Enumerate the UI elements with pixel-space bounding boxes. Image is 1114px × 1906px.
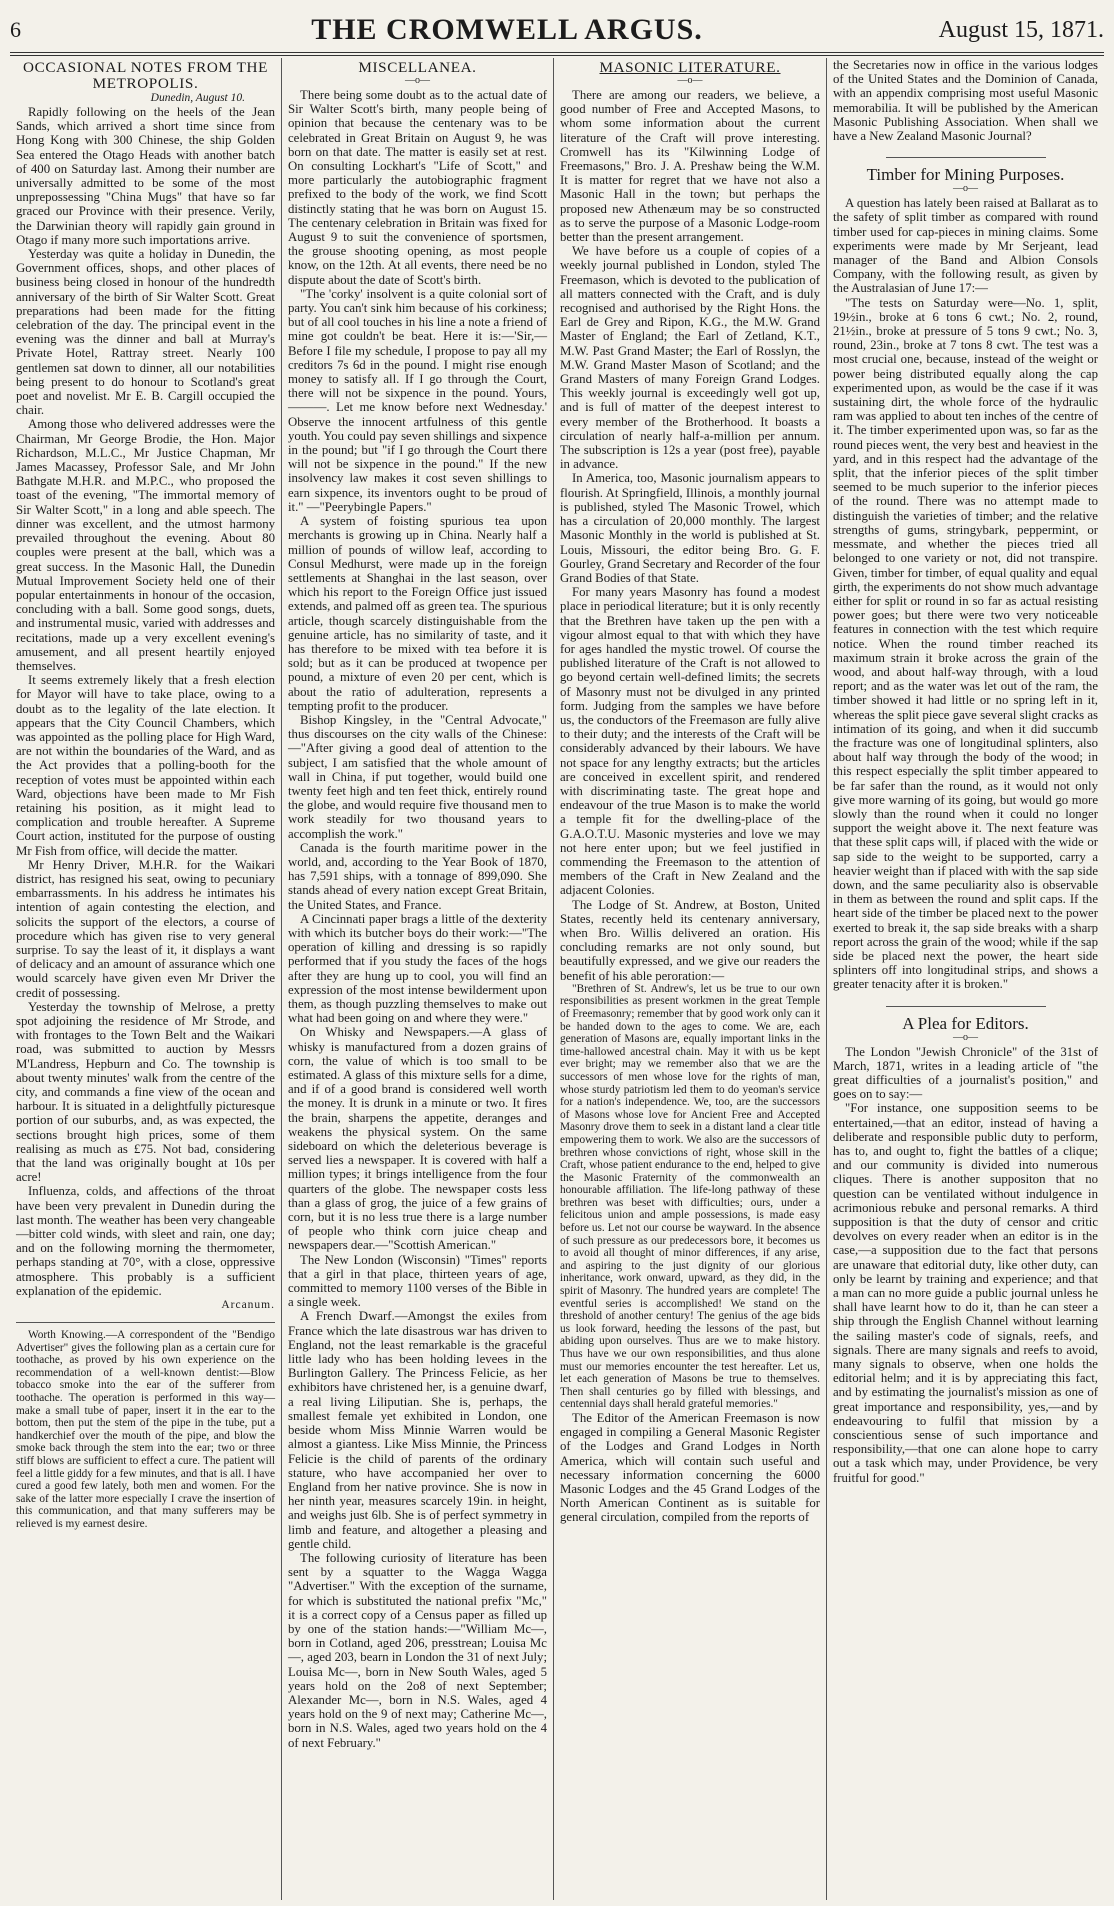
article-paragraph: The New London (Wisconsin) "Times" reports that a girl in that place, thirteen years of age, committed to memory 1100 verses of the Bible in a single week. <box>288 1252 547 1310</box>
dateline: Dunedin, August 10. <box>150 92 245 104</box>
section-divider <box>886 1006 1046 1007</box>
article-heading-timber: Timber for Mining Purposes. <box>866 165 1065 185</box>
article-heading-metropolis: OCCASIONAL NOTES FROM THE METROPOLIS. <box>23 59 268 92</box>
masthead <box>10 8 1104 52</box>
article-paragraph: In America, too, Masonic journalism appears to flourish. At Springfield, Illinois, a monthly journal is published, styled The Masonic Trowel, which has a circulation of 20,000 monthly. The largest Masonic Monthly in the world is published at St. Louis, Missouri, the editor being Bro. G. F. Gourley, Grand Secretary and Recorder of the four Grand Bodies of that State. <box>560 471 820 585</box>
column-3 <box>554 58 827 1900</box>
article-heading-miscellanea: MISCELLANEA. <box>358 59 477 76</box>
issue-date: August 15, 1871. <box>938 16 1104 43</box>
article-paragraph: A French Dwarf.—Amongst the exiles from France which the late disastrous war has driven to England, not the least remarkable is the graceful little lady who has been holding levees in the Burlington Gallery. The Princess Felicie, as her exhibitors have christened her, is a genuine dwarf, a real living Liliputian. She is, perhaps, the smallest female yet exhibited in London, one beside whom Miss Minnie Warren would be almost a giantess. Like Miss Minnie, the Princess Felicie is the child of parents of the ordinary stature, who have accompanied her over to England from her native province. She is now in her ninth year, measures scarcely 19in. in height, and weighs just 6lb. She is of perfect symmetry in limb and feature, and altogether a pleasing and gentle child. <box>288 1309 547 1551</box>
columns <box>10 58 1104 1900</box>
article-paragraph: Mr Henry Driver, M.H.R. for the Waikari district, has resigned his seat, owing to pecuniary embarrassments. In his address he intimates his intention of again contesting the election, and solicits the support of the electors, a course of procedure which has given rise to very general surprise. To say the least of it, it displays a want of delicacy and an amount of assurance which one would scarcely have given even Mr Driver the credit of possessing. <box>16 857 275 1000</box>
article-paragraph: Canada is the fourth maritime power in the world, and, according to the Year Book of 1870, has 7,591 ships, with a tonnage of 899,090. She stands ahead of every nation except Great Britain, the United States, and France. <box>288 840 547 912</box>
article-paragraph: Among those who delivered addresses were the Chairman, Mr George Brodie, the Hon. Major Richardson, M.L.C., Mr Justice Chapman, Mr James Macassey, Professor Sale, and Mr John Bathgate M.H.R. and M.P.C., who proposed the toast of the evening, "The immortal memory of Sir Walter Scott," in a long and able speech. The dinner was excellent, and the utmost harmony prevailed throughout the evening. About 80 couples were present at the ball, which was a great success. In the Masonic Hall, the Dunedin Mutual Improvement Society held one of their popular entertainments in honour of the occasion, concluding with a ball. Some good songs, duets, and instrumental music, varied with addresses and recitations, made up a very excellent evening's amusement, and all present heartily enjoyed themselves. <box>16 417 275 673</box>
article-paragraph: A Cincinnati paper brags a little of the dexterity with which its butcher boys do their work:—"The operation of killing and dressing is so rapidly performed that if you study the faces of the hogs after they are hung up to cool, you will find an expression of the most intense bewilderment upon them, as though puzzling themselves to make out what had been going on and where they were." <box>288 911 547 1026</box>
article-paragraph: Yesterday the township of Melrose, a pretty spot adjoining the residence of Mr Strode, and with frontages to the Town Belt and the Waikari road, was submitted to auction by Messrs M'Landress, Hepburn and Co. The township is about twenty minutes' walk from the centre of the city, and commands a fine view of the ocean and harbour. It is situated in a delightfully picturesque portion of our suburbs, and, as was expected, the sections brought high prices, some of them realising as much as £75. Not bad, considering that the land was originally bought at 10s per acre! <box>16 999 275 1185</box>
article-paragraph: "The tests on Saturday were—No. 1, split, 19½in., broke at 6 tons 6 cwt.; No. 2, round, 21½in., broke at pressure of 5 tons 9 cwt.; No. 3, round, 23in., broke at 7 tons 8 cwt. The test was a most crucial one, because, instead of the weight or power being distributed equally along the cap experimented upon, as would be the case if it was sustaining dirt, the whole force of the hydraulic ram was applied to about ten inches of the centre of it. The timber experimented upon was, so far as the round pieces went, the very best and heaviest in the yard, and in this respect had the advantage of the split, that the inferior pieces of the split timber seemed to be much superior to the inferior pieces of the round. There was no attempt made to distinguish the varieties of timber; and the relative strengths of gums, stringybark, peppermint, or messmate, and whether the pieces tried all belonged to one variety or not, did not transpire. Given, timber for timber, of equal quality and equal girth, the experiments do not show much advantage either for split or round in so far as actual resisting power goes; but there were two very noticeable features in connection with the test which require notice. When the round timber reached its maximum strain it broke across the grain of the wood, and about half-way through, with a loud report; and as the water was let out of the ram, the timber showed it had little or no spring left in it, whereas the split piece gave several slight cracks as intimation of its going, and when it did succumb the fracture was one of longitudinal splinters, also about half way through the body of the wood; in this respect especially the split timber appeared to be far safer than the round, as it would not only give more warning of its going, but would go more slowly than the round when it could no longer support the weight above it. The next feature was that these split caps will, if placed with the wide or sap side to the weight to be supported, carry a heavier weight than if placed with with the sap side down, and the same peculiarity also is observable in them as between the round and split caps. If the heart side of the timber be placed next to the power exerted to break it, the sap side breaks with a sharp report across the grain of the wood; while if the sap side be placed next the power, the heart side splinters off into longitudinal strips, and shows a greater tenacity after it is broken." <box>833 295 1098 992</box>
heading-ornament: —o— <box>405 75 430 86</box>
article-heading-plea: A Plea for Editors. <box>902 1013 1029 1033</box>
article-paragraph: A question has lately been raised at Ballarat as to the safety of split timber as compared with round timber used for cap-pieces in mining claims. Some experiments were made by Mr Serjeant, lead manager of the Band and Albion Consols Company, with the following result, as given by the Australasian of June 17:— <box>833 196 1098 296</box>
masthead-rule-double <box>10 55 1104 56</box>
article-paragraph: The Lodge of St. Andrew, at Boston, United States, recently held its centenary anniversary, when Bro. Willis delivered an oration. His concluding remarks are not only sound, but beautifully expressed, and we give our readers the benefit of his able peroration:— <box>560 897 820 983</box>
article-paragraph: A system of foisting spurious tea upon merchants is growing up in China. Nearly half a million of pounds of willow leaf, according to Consul Medhurst, were made up in the foreign settlements at Shanghai in the last season, over which his report to the Foreign Office just issued extends, and palmed off as green tea. The spurious article, though scarcely distinguishable from the genuine article, has no similarity of taste, and it has therefore to be mixed with tea before it is sold; but as it can be produced at twopence per pound, a mixture of even 20 per cent, which is about the ratio of adulteration, represents a tempting profit to the producer. <box>288 514 547 713</box>
article-paragraph: Influenza, colds, and affections of the throat have been very prevalent in Dunedin during the last month. The weather has been very changeable—bitter cold winds, with sleet and rain, one day; and on the following morning the thermometer, perhaps standing at 70°, with a close, oppressive atmosphere. This probably is a sufficient explanation of the epidemic. <box>16 1184 275 1298</box>
article-quotation: "Brethren of St. Andrew's, let us be true to our own responsibilities as present workmen in the great Temple of Freemasonry; remember that by good work only can it be handed down to the ages to come. We are, each generation of Masons are, equally important links in the time-hallowed ancestral chain. May it with us be kept ever bright; may we remember also that we are the successors of men whose love for the rights of man, whose sturdy patriotism led them to do yeoman's service for a nation's independence. We, too, are the successors of Masons whose love for Ancient Free and Accepted Masonry drove them to seek in a distant land a clear title empowering them to work. We also are the successors of brethren whose convictions of right, whose skill in the Craft, whose patient endurance to the end, helped to give the Masonic Fraternity of the commonwealth an honourable affiliation. The life-long pathway of these brethren was beset with difficulties; ours, under a felicitous union and ample possessions, is made easy before us. Let not our course be wayward. In the absence of such pressure as our predecessors bore, it becomes us to avoid all thought of minor differences, if any arise, and aspiring to the just dignity of our glorious inheritance, work onward, upward, as they did, in the spirit of Masonry. The hundred years are complete! The eventful series is accomplished! We stand on the threshold of another century! The genius of the age bids us look forward, heeding the lessons of the past, but abiding upon ourselves. Thus are we to make history. Thus have we our own responsibilities, and thus alone must our memories encounter the test hereafter. Let us, let each generation of Masons be true to themselves. Then shall centuries go by filled with blessings, and centennial days shall herald grateful memories." <box>560 982 820 1411</box>
section-divider <box>16 1322 275 1323</box>
article-paragraph: For many years Masonry has found a modest place in periodical literature; but it is only recently that the Brethren have taken up the pen with a vigour almost equal to that with which they have for ages handled the mystic trowel. Of course the published literature of the Craft is not allowed to go beyond certain well-defined limits; the secrets of Masonry must not be divulged in any printed form. Judging from the samples we have before us, the conductors of the Freemason are fully alive to their duty; and the interests of the Craft will be considerably advanced by their labours. We have not space for any lengthy extracts; but the articles are conceived in excellent spirit, and rendered with discriminating taste. The great hope and endeavour of the true Mason is to make the world a temple fit for the dwelling-place of the G.A.O.T.U. Masonic mysteries and love we may not here enter upon; but we feel justified in commending the Freemason to the attention of members of the Craft in New Zealand and the adjacent Colonies. <box>560 585 820 898</box>
author-signoff: Arcanum. <box>221 1299 275 1312</box>
article-paragraph: There being some doubt as to the actual date of Sir Walter Scott's birth, many people being of opinion that because the centenary was to be celebrated in Great Britain on August 9, he was born on that date. The matter is easily set at rest. On consulting Lockhart's "Life of Scott," and more particularly the autobiographic fragment prefixed to the body of the work, we find Scott distinctly stating that he was born on August 15. The centenary celebration in Britain was fixed for August 9 to suit the convenience of sportsmen, the grouse shooting opening, as most people know, on the 12th. At all events, there need be no dispute about the date of Scott's birth. <box>288 88 547 287</box>
article-paragraph: The London "Jewish Chronicle" of the 31st of March, 1871, writes in a leading article of "the great difficulties of a journalist's position," and goes on to say:— <box>833 1044 1098 1102</box>
article-heading-masonic: MASONIC LITERATURE. <box>599 59 781 76</box>
column-2 <box>282 58 554 1900</box>
article-paragraph: The following curiosity of literature has been sent by a squatter to the Wagga Wagga "Advertiser." With the exception of the surname, for which is substituted the national prefix "Mc," it is a correct copy of a Census paper as filled up by one of the station hands:—"William Mc—, born in Cotland, aged 206, presstrean; Louisa Mc—, aged 203, bearn in London the 31 of next July; Louisa Mc—, born in New South Wales, aged 5 years hold on the 2o8 of next September; Alexander Mc—, born in N.S. Wales, aged 4 years hold on the 9 of next may; Catherine Mc—, born in N.S. Wales, aged two years hold on the 4 of next February." <box>288 1550 547 1750</box>
column-4 <box>827 58 1104 1900</box>
article-paragraph: Rapidly following on the heels of the Jean Sands, which arrived a short time since from Hong Kong with 300 Chinese, the ship Golden Sea entered the Otago Heads with another batch of 400 on Saturday last. Among their number are universally admitted to be some of the most unprepossessing "China Mugs" that have so far graced our Province with their presence. Verily, the Darwinian theory will rapidly gain ground in Otago if many more such importations arrive. <box>16 105 275 247</box>
article-paragraph: It seems extremely likely that a fresh election for Mayor will have to take place, owing to a doubt as to the legality of the late election. It appears that the City Council Chambers, which was appointed as the polling place for High Ward, are not within the boundaries of the Ward, and as the Act provides that a polling-booth for the reception of votes must be appointed within each Ward, objections have been made to Mr Fish retaining his position, as it might lead to complication and trouble hereafter. A Supreme Court action, instituted for the purpose of ousting Mr Fish from office, will decide the matter. <box>16 673 275 858</box>
heading-ornament: —o— <box>953 1031 978 1043</box>
column-1 <box>10 58 282 1900</box>
section-divider <box>886 157 1046 158</box>
article-paragraph: The Editor of the American Freemason is now engaged in compiling a General Masonic Register of the Lodges and Grand Lodges in North America, which will contain such useful and necessary information concerning the 6000 Masonic Lodges and the 45 Grand Lodges of the North American Continent as is suitable for general circulation, compiled from the reports of <box>560 1410 820 1525</box>
article-continuation: the Secretaries now in office in the various lodges of the United States and the Dominion of Canada, with an appendix comprising most useful Masonic memorabilia. It will be published by the American Masonic Publishing Association. When shall we have a New Zealand Masonic Journal? <box>833 58 1098 144</box>
article-paragraph: Yesterday was quite a holiday in Dunedin, the Government offices, shops, and other places of business being closed in honour of the hundredth anniversary of the birth of Sir Walter Scott. Great preparations had been made for the fitting celebration of the day. The principal event in the evening was the dinner and ball at Murray's Private Hotel, Rattray street. Nearly 100 gentlemen sat down to dinner, all our notabilities being present to do honour to Scotland's great poet and novelist. Mr E. B. Cargill occupied the chair. <box>16 247 275 418</box>
article-worth-knowing: Worth Knowing.—A correspondent of the "Bendigo Advertiser" gives the following plan as a certain cure for toothache, as proved by his own experience on the recommendation of a well-known dentist:—Blow tobacco smoke into the ear of the sufferer from toothache. The operation is performed in this way—make a small tube of paper, insert it in the ear to the bottom, then put the stem of the pipe in the tube, put a handkerchief over the mouth of the pipe, and blow the smoke back through the stem into the ear; two or three stiff blows are sufficient to effect a cure. The patient will feel a little giddy for a few minutes, and that is all. I have cured a good few lately, both men and women. For the sake of the latter more especially I crave the insertion of this communication, and that many sufferers may be relieved is my earnest desire. <box>16 1329 275 1530</box>
article-paragraph: Bishop Kingsley, in the "Central Advocate," thus discourses on the city walls of the Chinese:—"After giving a good deal of attention to the subject, I am satisfied that the whole amount of wall in China, if put together, would build one twenty feet high and ten feet thick, entirely round the globe, and would require five thousand men to work steadily for two thousand years to accomplish the work." <box>288 712 547 841</box>
heading-ornament: —o— <box>953 183 978 195</box>
article-paragraph: We have before us a couple of copies of a weekly journal published in London, styled The Freemason, which is devoted to the publication of all matters connected with the Craft, and is duly recognised and authorised by the Right Hons. the Earl de Grey and Ripon, K.G., the M.W. Grand Master of England; the Earl of Zetland, K.T., M.W. Past Grand Master; the Earl of Rosslyn, the M.W. Grand Master Mason of Scotland; and the Grand Masters of many Foreign Grand Lodges. This weekly journal is exceedingly well got up, and is full of matter of the deepest interest to every member of the Brotherhood. It boasts a circulation of nearly half-a-million per annum. The subscription is 12s a year (post free), payable in advance. <box>560 244 820 472</box>
page-number: 6 <box>10 17 21 42</box>
article-paragraph: "For instance, one supposition seems to be entertained,—that an editor, instead of having a deliberate and responsible public duty to perform, has to, and ought to, fight the battles of a clique; and our community is divided into numerous cliques. There is another suppositon that no question can be ventilated without indulgence in acrimonious rebuke and personal remarks. A third supposition is that the duty of censor and critic devolves on every reader when an editor is in the case,—a supposition due to the fact that persons are unaware that editorial duty, like other duty, can only be learnt by training and experience; and that a man can no more guide a public journal unless he shall have learnt how to do it, than he can steer a ship through the English Channel without learning the sailing master's code of signals, reefs, and signals. There are many signals and reefs to avoid, many signals to observe, when one holds the editorial helm; and it is by appreciating this fact, and by estimating the journalist's mission as one of great importance and responsibility, yes,—and by endeavouring to fulfil that mission by a conscientious sense of such importance and responsibility,—that one can alone hope to carry out a task which may, under Providence, be very fruitful for good." <box>833 1101 1098 1485</box>
newspaper-title: THE CROMWELL ARGUS. <box>311 13 703 46</box>
article-paragraph: On Whisky and Newspapers.—A glass of whisky is manufactured from a dozen grains of corn, the value of which is too small to be estimated. A glass of this mixture sells for a dime, and if of a good brand is considered well worth the money. It is drunk in a minute or two. It fires the brain, sharpens the appetite, deranges and weakens the physical system. On the same sideboard on which the deleterious beverage is served lies a newspaper. It is covered with half a million types; it brings intelligence from the four quarters of the globe. The newspaper costs less than a glass of grog, the juice of a few grains of corn, but it is no less true there is a large number of people who think corn juice cheap and newspapers dear.—"Scottish American." <box>288 1025 547 1253</box>
article-paragraph: "The 'corky' insolvent is a quite colonial sort of party. You can't sink him because of his corkiness; but of all cool touches in his line a note a friend of mine got couldn't be beat. Here it is:—'Sir,—Before I file my schedule, I propose to pay all my creditors 7s 6d in the pound. I might rise enough money to satisfy all. If I go through the Court, there will not be sixpence in the pound. Yours, ———. Let me know before next Wednesday.' Observe the innocent artfulness of this gentle youth. You could pay seven shillings and sixpence in the pound; but "if I go through the Court there will not be sixpence in the pound." If the new insolvency law makes it cost seven shillings to earn sixpence, its inventors ought to be proud of it." —"Peerybingle Papers." <box>288 286 547 514</box>
heading-ornament: —o— <box>677 75 703 86</box>
article-paragraph: There are among our readers, we believe, a good number of Free and Accepted Masons, to whom some information about the current literature of the Craft will prove interesting. Cromwell has its "Kilwinning Lodge of Freemasons," Bro. J. A. Preshaw being the W.M. It is matter for regret that we have not also a Masonic Hall in the town; but perhaps the proposed new Athenæum may be so constructed as to serve the purpose of a Masonic Lodge-room better than the present arrangement. <box>560 88 820 245</box>
masthead-rule <box>10 52 1104 53</box>
